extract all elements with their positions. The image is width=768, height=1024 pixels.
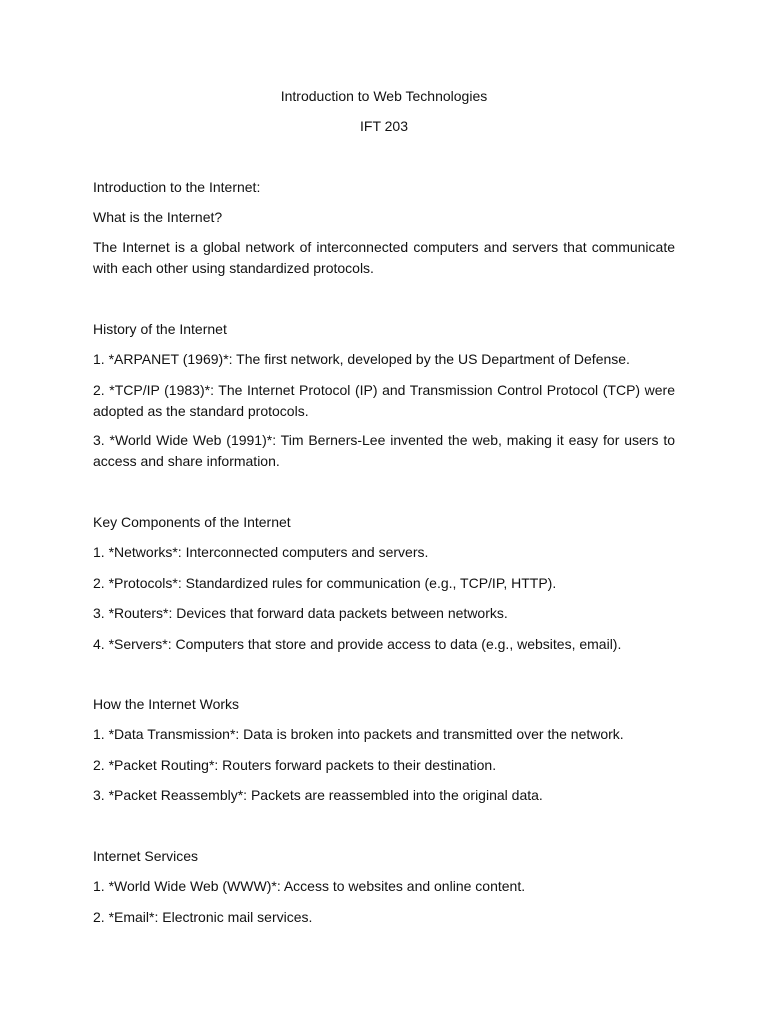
how-it-works-item: 1. *Data Transmission*: Data is broken into packets and transmitted over the network. [93,726,624,742]
components-item: 4. *Servers*: Computers that store and provide access to data (e.g., websites, email). [93,636,622,652]
section-heading-history: History of the Internet [93,321,227,337]
section-heading-components: Key Components of the Internet [93,514,291,530]
section-heading-how-it-works: How the Internet Works [93,696,240,712]
how-it-works-item: 2. *Packet Routing*: Routers forward packets to their destination. [93,757,497,773]
services-item: 1. *World Wide Web (WWW)*: Access to websites and online content. [93,878,526,894]
services-item: 2. *Email*: Electronic mail services. [93,909,313,925]
intro-answer-paragraph: The Internet is a global network of interconnected computers and servers that communicate with each other using standardized protocols. [93,239,675,276]
intro-question: What is the Internet? [93,209,223,225]
course-code: IFT 203 [360,118,408,134]
history-item: 2. *TCP/IP (1983)*: The Internet Protocol (IP) and Transmission Control Protocol (TCP) were adopted as the standard protocols. [93,382,675,419]
section-heading-services: Internet Services [93,848,199,864]
history-item: 3. *World Wide Web (1991)*: Tim Berners-Lee invented the web, making it easy for users to access and share information. [93,432,675,469]
components-item: 3. *Routers*: Devices that forward data packets between networks. [93,605,508,621]
components-item: 2. *Protocols*: Standardized rules for communication (e.g., TCP/IP, HTTP). [93,575,557,591]
how-it-works-item: 3. *Packet Reassembly*: Packets are reassembled into the original data. [93,787,543,803]
section-heading-intro: Introduction to the Internet: [93,179,261,195]
document-title: Introduction to Web Technologies [280,88,488,104]
components-item: 1. *Networks*: Interconnected computers and servers. [93,544,429,560]
history-item: 1. *ARPANET (1969)*: The first network, developed by the US Department of Defense. [93,351,630,367]
